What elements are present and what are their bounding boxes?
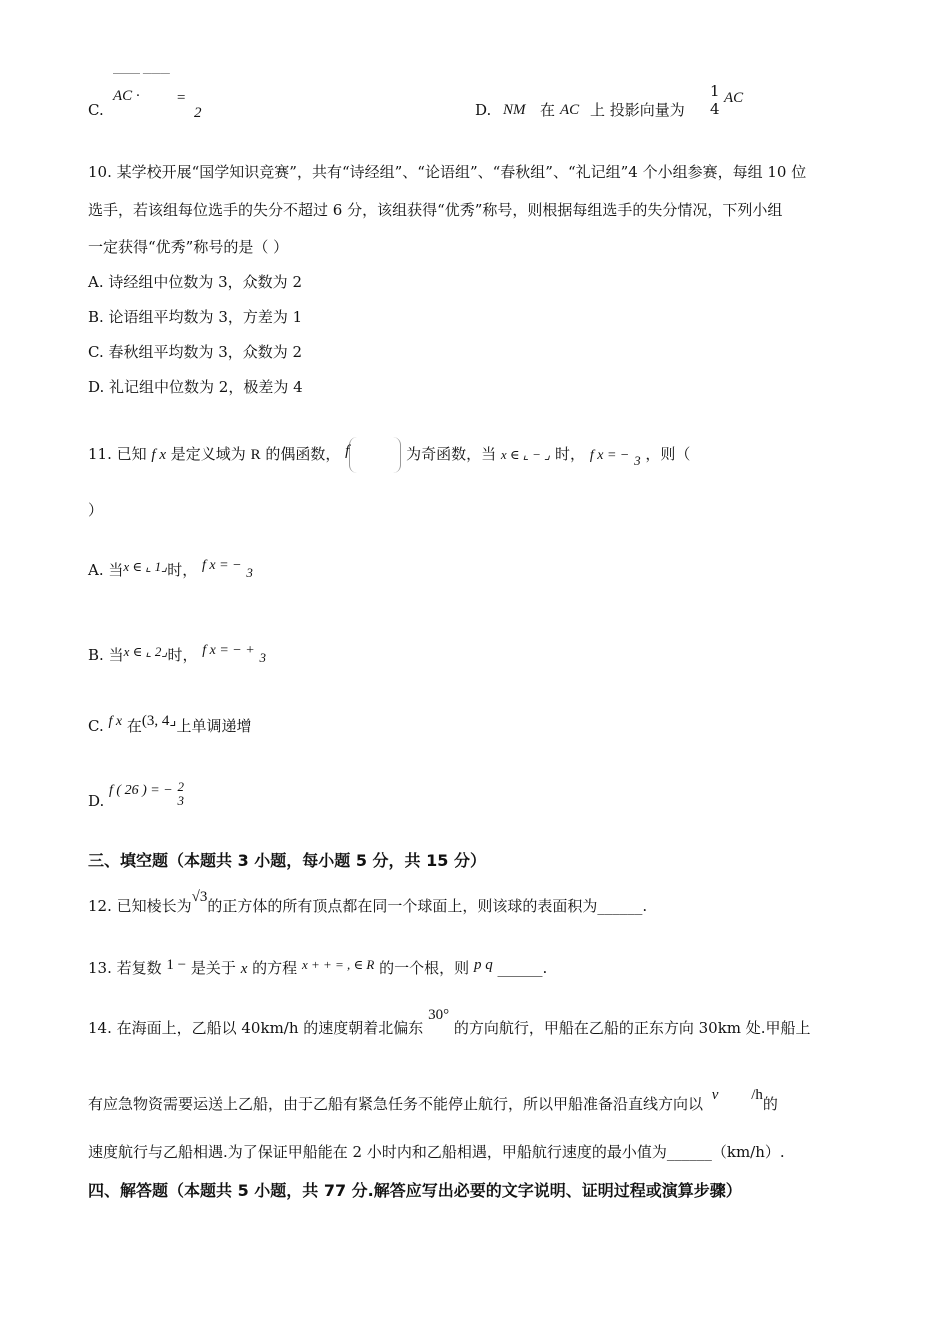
q11-option-b [88, 645, 266, 667]
q10-option-b: B. 论语组平均数为 3，方差为 1 [88, 308, 303, 326]
function-expression: f x = − [589, 448, 630, 463]
section-4-heading: 四、解答题（本题共 5 小题，共 77 分.解答应写出必要的文字说明、证明过程或演算步骤） [88, 1181, 742, 1200]
stem-text: 为奇函数，当 [406, 445, 497, 463]
vector-ac: AC [560, 102, 580, 118]
option-text: 上单调递增 [176, 717, 252, 735]
angle-30-degrees: 30° [428, 1007, 450, 1023]
function-expression: f ( 26 ) = − [109, 783, 173, 798]
q9-option-c-eq [176, 88, 186, 108]
option-text: 当 [108, 561, 124, 579]
variable-v: v [711, 1087, 719, 1103]
option-letter: D. [475, 101, 492, 119]
fraction-denominator: 3 [246, 565, 253, 580]
question-text: 的 [762, 1095, 778, 1113]
question-text: 14. 在海面上，乙船以 40km/h 的速度朝着北偏东 [88, 1019, 424, 1037]
q11-option-c [88, 713, 252, 738]
option-letter: A. [88, 561, 104, 579]
p-q-expression: p q [473, 957, 493, 973]
q10-option-c: C. 春秋组平均数为 3，众数为 2 [88, 343, 303, 361]
equals-sign: = [176, 90, 187, 106]
stem-text: 时， [555, 445, 586, 463]
question-text: 的方程 [252, 959, 298, 977]
q9-option-c-expr [113, 86, 140, 106]
stem-text: ，则（ [645, 445, 691, 463]
real-set: R [250, 447, 261, 463]
equation: x + + = , ∈ R [301, 957, 375, 972]
q9-option-c-rhs [194, 103, 202, 123]
fraction-denominator: 3 [177, 793, 184, 808]
question-text: 的正方体的所有顶点都在同一个球面上，则该球的表面积为______. [207, 897, 648, 915]
question-text: 有应急物资需要运送上乙船，由于乙船有紧急任务不能停止航行，所以甲船准备沿直线方向以 [88, 1095, 704, 1113]
q10-line-3: 一定获得“优秀”称号的是（ ） [88, 238, 289, 256]
option-letter: B. [88, 646, 104, 664]
stem-text: 的偶函数， [265, 445, 341, 463]
fraction-numerator: 1 [710, 82, 720, 100]
q10-line-1: 10. 某学校开展“国学知识竞赛”，共有“诗经组”、“论语组”、“春秋组”、“礼记组”4 个小组参赛，每组 10 位 [88, 163, 807, 181]
stem-text: 11. 已知 [88, 445, 147, 463]
variable-x: x [240, 961, 248, 977]
fraction-numerator: 2 [177, 779, 184, 794]
projection-text: 上 投影向量为 [590, 101, 685, 119]
q9-option-d-vec2 [560, 100, 579, 120]
interval: (3, 4⌟ [141, 713, 177, 729]
function-f: f [345, 443, 350, 459]
value-two: 2 [194, 105, 202, 121]
q11-close-paren: ） [88, 501, 104, 519]
function-expression: f x = − + [202, 643, 255, 658]
q9-option-d [475, 100, 491, 120]
fraction-denominator: 3 [259, 650, 266, 665]
q14-line-1 [88, 1007, 811, 1039]
fraction-denominator: 4 [710, 100, 720, 118]
stem-text: 是定义域为 [170, 445, 246, 463]
q11-option-d [88, 779, 184, 816]
big-paren [349, 437, 401, 473]
option-letter: D. [88, 792, 105, 810]
q10-option-a: A. 诗经组中位数为 3，众数为 2 [88, 273, 302, 291]
fraction [177, 780, 184, 808]
option-text: 时， [167, 646, 198, 664]
option-text: 时， [167, 561, 198, 579]
q9-option-c [88, 100, 104, 120]
text-in: 在 [540, 101, 556, 119]
sqrt-three: √3 [191, 889, 208, 905]
function-f-x: f x [108, 714, 123, 729]
fraction-denominator: 3 [634, 453, 641, 468]
option-text: 当 [108, 646, 124, 664]
interval-x: x ∈ ⌞ − ⌟ [500, 447, 551, 462]
interval-x: x ∈ ⌞ 1⌟ [123, 559, 168, 574]
q9-option-d-mid [540, 100, 555, 120]
vector-ac-dot: AC · [113, 88, 140, 104]
question-text: 12. 已知棱长为 [88, 897, 192, 915]
question-text: 13. 若复数 [88, 959, 162, 977]
q9-option-d-frac [710, 82, 720, 118]
interval-x: x ∈ ⌞ 2⌟ [123, 644, 168, 659]
function-f-x: f x [151, 447, 166, 463]
answer-blank: ______. [497, 959, 548, 977]
q11-option-a [88, 560, 253, 582]
question-text: 的一个根，则 [379, 959, 470, 977]
speed-unit: /h [751, 1087, 763, 1103]
section-3-heading: 三、填空题（本题共 3 小题，每小题 5 分，共 15 分） [88, 851, 486, 870]
complex-number: 1 − [166, 957, 187, 973]
q12 [88, 889, 648, 917]
q9-option-d-tail [590, 100, 685, 120]
q13 [88, 958, 547, 979]
vector-arrow-mark: ⎺⎺⎺ ⎺⎺⎺ [113, 73, 170, 83]
option-letter: C. [88, 101, 104, 119]
option-letter: C. [88, 717, 104, 735]
q10-line-2: 选手，若该组每位选手的失分不超过 6 分，该组获得“优秀”称号，则根据每组选手的失分情况，下列小组 [88, 201, 783, 219]
q10-option-d: D. 礼记组中位数为 2，极差为 4 [88, 378, 303, 396]
option-text: 在 [126, 717, 142, 735]
q9-option-d-vec1 [503, 100, 526, 120]
question-text: 的方向航行，甲船在乙船的正东方向 30km 处.甲船上 [453, 1019, 811, 1037]
vector-nm: NM [503, 102, 526, 118]
q11-stem [88, 437, 690, 473]
question-text: 是关于 [190, 959, 236, 977]
vector-ac: AC [724, 90, 744, 106]
q14-line-3: 速度航行与乙船相遇.为了保证甲船能在 2 小时内和乙船相遇，甲船航行速度的最小值为______（km/h）. [88, 1143, 785, 1161]
q14-line-2 [88, 1087, 778, 1115]
q9-option-d-vec3 [724, 88, 743, 108]
function-expression: f x = − [202, 558, 242, 573]
